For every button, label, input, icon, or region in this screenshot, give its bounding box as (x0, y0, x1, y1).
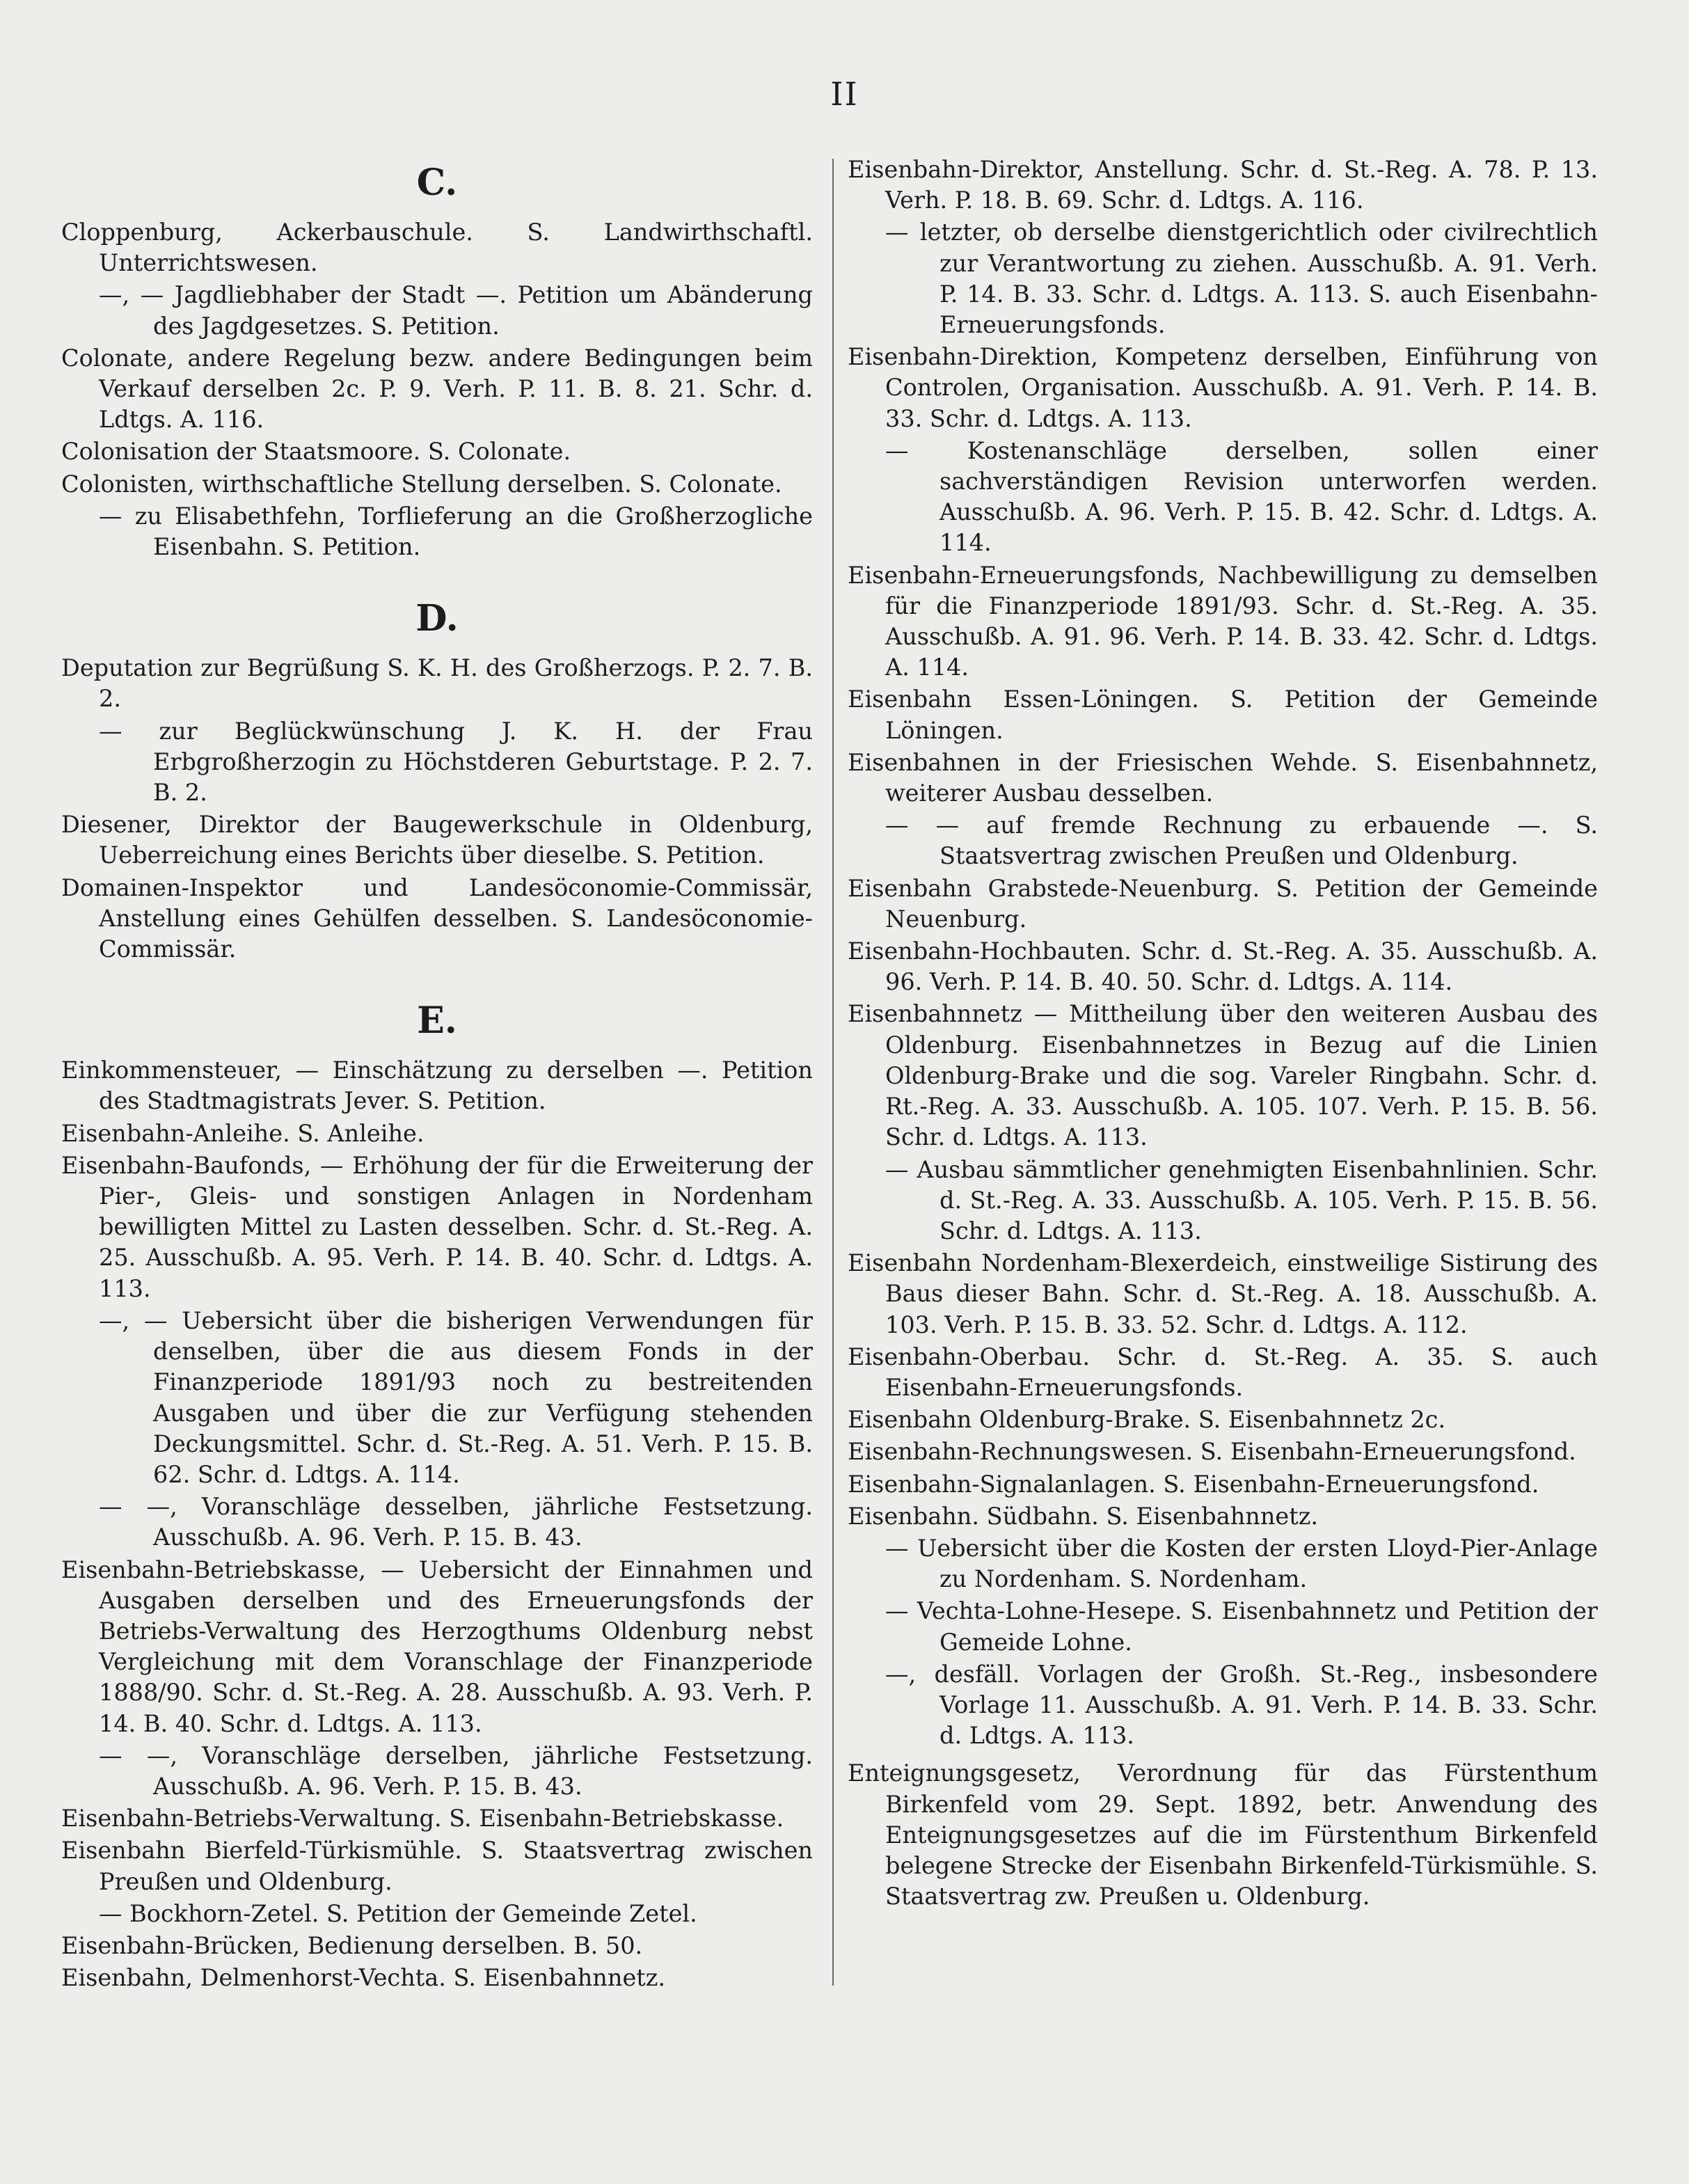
index-entry: Cloppenburg, Ackerbauschule. S. Landwirthschaftl. Unterrichtswesen. (61, 219, 813, 277)
section-letter-heading: E. (417, 999, 457, 1043)
section-letter-heading: D. (415, 597, 459, 640)
index-entry: Einkommensteuer, — Einschätzung zu derselben —. Petition des Stadtmagistrats Jever. S. Petition. (61, 1057, 813, 1115)
index-subentry: — zur Beglückwünschung J. K. H. der Frau Erbgroßherzogin zu Höchstderen Geburtstage. P. 2. 7. B. 2. (99, 717, 813, 807)
index-subentry: — Kostenanschläge derselben, sollen einer sachverständigen Revision unterworfen werden. Ausschußb. A. 96. Verh. P. 15. B. 42. Schr. d. Ldtgs. A. 114. (885, 436, 1598, 557)
index-entry: Eisenbahn Bierfeld-Türkismühle. S. Staatsvertrag zwischen Preußen und Oldenburg. (61, 1837, 813, 1895)
column-divider (832, 159, 834, 1986)
index-entry: Colonisation der Staatsmoore. S. Colonate. (61, 438, 571, 466)
index-entry: Diesener, Direktor der Baugewerkschule in Oldenburg, Ueberreichung eines Berichts über dieselbe. S. Petition. (61, 811, 813, 869)
index-entry: Domainen-Inspektor und Landesöconomie-Commissär, Anstellung eines Gehülfen desselben. S. Landesöconomie-Commissär. (61, 873, 813, 963)
index-entry: Eisenbahnen in der Friesischen Wehde. S. Eisenbahnnetz, weiterer Ausbau desselben. (848, 748, 1598, 807)
index-entry: Eisenbahn-Hochbauten. Schr. d. St.-Reg. A. 35. Ausschußb. A. 96. Verh. P. 14. B. 40. 50. Schr. d. Ldtgs. A. 114. (848, 937, 1598, 996)
index-subentry: —, — Uebersicht über die bisherigen Verwendungen für denselben, über die aus diesem Fonds in der Finanzperiode 1891/93 noch zu bestreitenden Ausgaben und über die zur Verfügung stehenden Deckungsmittel. Schr. d. St.-Reg. A. 51. Verh. P. 15. B. 62. Schr. d. Ldtgs. A. 114. (99, 1306, 813, 1488)
index-subentry: — zu Elisabethfehn, Torflieferung an die Großherzogliche Eisenbahn. S. Petition. (99, 502, 813, 561)
index-subentry: —, desfäll. Vorlagen der Großh. St.-Reg., insbesondere Vorlage 11. Ausschußb. A. 91. Verh. P. 14. B. 33. Schr. d. Ldtgs. A. 113. (885, 1660, 1598, 1750)
index-entry: Eisenbahn-Rechnungswesen. S. Eisenbahn-Erneuerungsfond. (848, 1438, 1576, 1466)
index-subentry: — Ausbau sämmtlicher genehmigten Eisenbahnlinien. Schr. d. St.-Reg. A. 33. Ausschußb. A. 105. Verh. P. 15. B. 56. Schr. d. Ldtgs. A. 113. (885, 1155, 1598, 1244)
index-subentry: — —, Voranschläge derselben, jährliche Festsetzung. Ausschußb. A. 96. Verh. P. 15. B. 43. (99, 1741, 813, 1800)
index-entry: Eisenbahn Nordenham-Blexerdeich, einstweilige Sistirung des Baus dieser Bahn. Schr. d. St.-Reg. A. 18. Ausschußb. A. 103. Verh. P. 15. B. 33. 52. Schr. d. Ldtgs. A. 112. (848, 1249, 1598, 1338)
index-entry: Eisenbahn-Betriebs-Verwaltung. S. Eisenbahn-Betriebskasse. (61, 1805, 784, 1833)
index-entry: Eisenbahn Grabstede-Neuenburg. S. Petition der Gemeinde Neuenburg. (848, 874, 1598, 933)
index-entry: Eisenbahn-Betriebskasse, — Uebersicht der Einnahmen und Ausgaben derselben und des Erneuerungsfonds der Betriebs-Verwaltung des Herzogthums Oldenburg nebst Vergleichung mit dem Voranschlage der Finanzperiode 1888/90. Schr. d. St.-Reg. A. 28. Ausschußb. A. 93. Verh. P. 14. B. 40. Schr. d. Ldtgs. A. 113. (61, 1556, 813, 1737)
index-entry: Eisenbahn-Brücken, Bedienung derselben. B. 50. (61, 1931, 643, 1959)
left-column (61, 155, 813, 1995)
index-entry: Eisenbahn-Baufonds, — Erhöhung der für die Erweiterung der Pier-, Gleis- und sonstigen Anlagen in Nordenham bewilligten Mittel zu Lasten desselben. Schr. d. St.-Reg. A. 25. Ausschußb. A. 95. Verh. P. 14. B. 40. Schr. d. Ldtgs. A. 113. (61, 1151, 813, 1302)
index-entry: Eisenbahn-Direktor, Anstellung. Schr. d. St.-Reg. A. 78. P. 13. Verh. P. 18. B. 69. Schr. d. Ldtgs. A. 116. (848, 156, 1598, 214)
index-subentry: — Uebersicht über die Kosten der ersten Lloyd-Pier-Anlage zu Nordenham. S. Nordenham. (885, 1534, 1598, 1593)
index-entry: Eisenbahn. Südbahn. S. Eisenbahnnetz. (848, 1502, 1319, 1530)
index-subentry: — — auf fremde Rechnung zu erbauende —. S. Staatsvertrag zwischen Preußen und Oldenburg. (885, 812, 1598, 870)
index-entry: Eisenbahn, Delmenhorst-Vechta. S. Eisenbahnnetz. (61, 1964, 666, 1992)
index-subentry: — —, Voranschläge desselben, jährliche Festsetzung. Ausschußb. A. 96. Verh. P. 15. B. 43. (99, 1493, 813, 1551)
index-subentry: — Bockhorn-Zetel. S. Petition der Gemeinde Zetel. (99, 1899, 697, 1927)
index-entry: Eisenbahn-Anleihe. S. Anleihe. (61, 1119, 425, 1147)
index-entry: Eisenbahn-Oberbau. Schr. d. St.-Reg. A. 35. S. auch Eisenbahn-Erneuerungsfonds. (848, 1343, 1598, 1401)
index-entry: Eisenbahnnetz — Mittheilung über den weiteren Ausbau des Oldenburg. Eisenbahnnetzes in Bezug auf die Linien Oldenburg-Brake und die sog. Vareler Ringbahn. Schr. d. Rt.-Reg. A. 33. Ausschußb. A. 105. 107. Verh. P. 15. B. 56. Schr. d. Ldtgs. A. 113. (848, 1000, 1598, 1151)
index-entry: Deputation zur Begrüßung S. K. H. des Großherzogs. P. 2. 7. B. 2. (61, 654, 813, 713)
index-entry: Colonate, andere Regelung bezw. andere Bedingungen beim Verkauf derselben 2c. P. 9. Verh. P. 11. B. 8. 21. Schr. d. Ldtgs. A. 116. (61, 344, 813, 434)
index-entry: Eisenbahn Oldenburg-Brake. S. Eisenbahnnetz 2c. (848, 1406, 1446, 1434)
index-entry: Enteignungsgesetz, Verordnung für das Fürstenthum Birkenfeld vom 29. Sept. 1892, betr. Anwendung des Enteignungsgesetzes auf die im Fürstenthum Birkenfeld belegene Strecke der Eisenbahn Birkenfeld-Türkismühle. S. Staatsvertrag zw. Preußen u. Oldenburg. (848, 1759, 1598, 1910)
index-subentry: — letzter, ob derselbe dienstgerichtlich oder civilrechtlich zur Verantwortung zu ziehen. Ausschußb. A. 91. Verh. P. 14. B. 33. Schr. d. Ldtgs. A. 113. S. auch Eisenbahn-Erneuerungsfonds. (885, 219, 1598, 339)
index-subentry: — Vechta-Lohne-Hesepe. S. Eisenbahnnetz und Petition der Gemeide Lohne. (885, 1597, 1598, 1656)
index-entry: Eisenbahn-Signalanlagen. S. Eisenbahn-Erneuerungsfond. (848, 1470, 1539, 1498)
index-entry: Eisenbahn-Erneuerungsfonds, Nachbewilligung zu demselben für die Finanzperiode 1891/93. Schr. d. St.-Reg. A. 35. Ausschußb. A. 91. 96. Verh. P. 14. B. 33. 42. Schr. d. Ldtgs. A. 114. (848, 561, 1598, 681)
index-entry: Eisenbahn-Direktion, Kompetenz derselben, Einführung von Controlen, Organisation. Ausschußb. A. 91. Verh. P. 14. B. 33. Schr. d. Ldtgs. A. 113. (848, 343, 1598, 432)
right-column (848, 155, 1598, 1913)
index-entry: Colonisten, wirthschaftliche Stellung derselben. S. Colonate. (61, 470, 782, 498)
section-letter-heading: C. (416, 161, 458, 204)
page-number: II (830, 75, 859, 113)
index-subentry: —, — Jagdliebhaber der Stadt —. Petition um Abänderung des Jagdgesetzes. S. Petition. (99, 281, 813, 340)
index-entry: Eisenbahn Essen-Löningen. S. Petition der Gemeinde Löningen. (848, 686, 1598, 744)
